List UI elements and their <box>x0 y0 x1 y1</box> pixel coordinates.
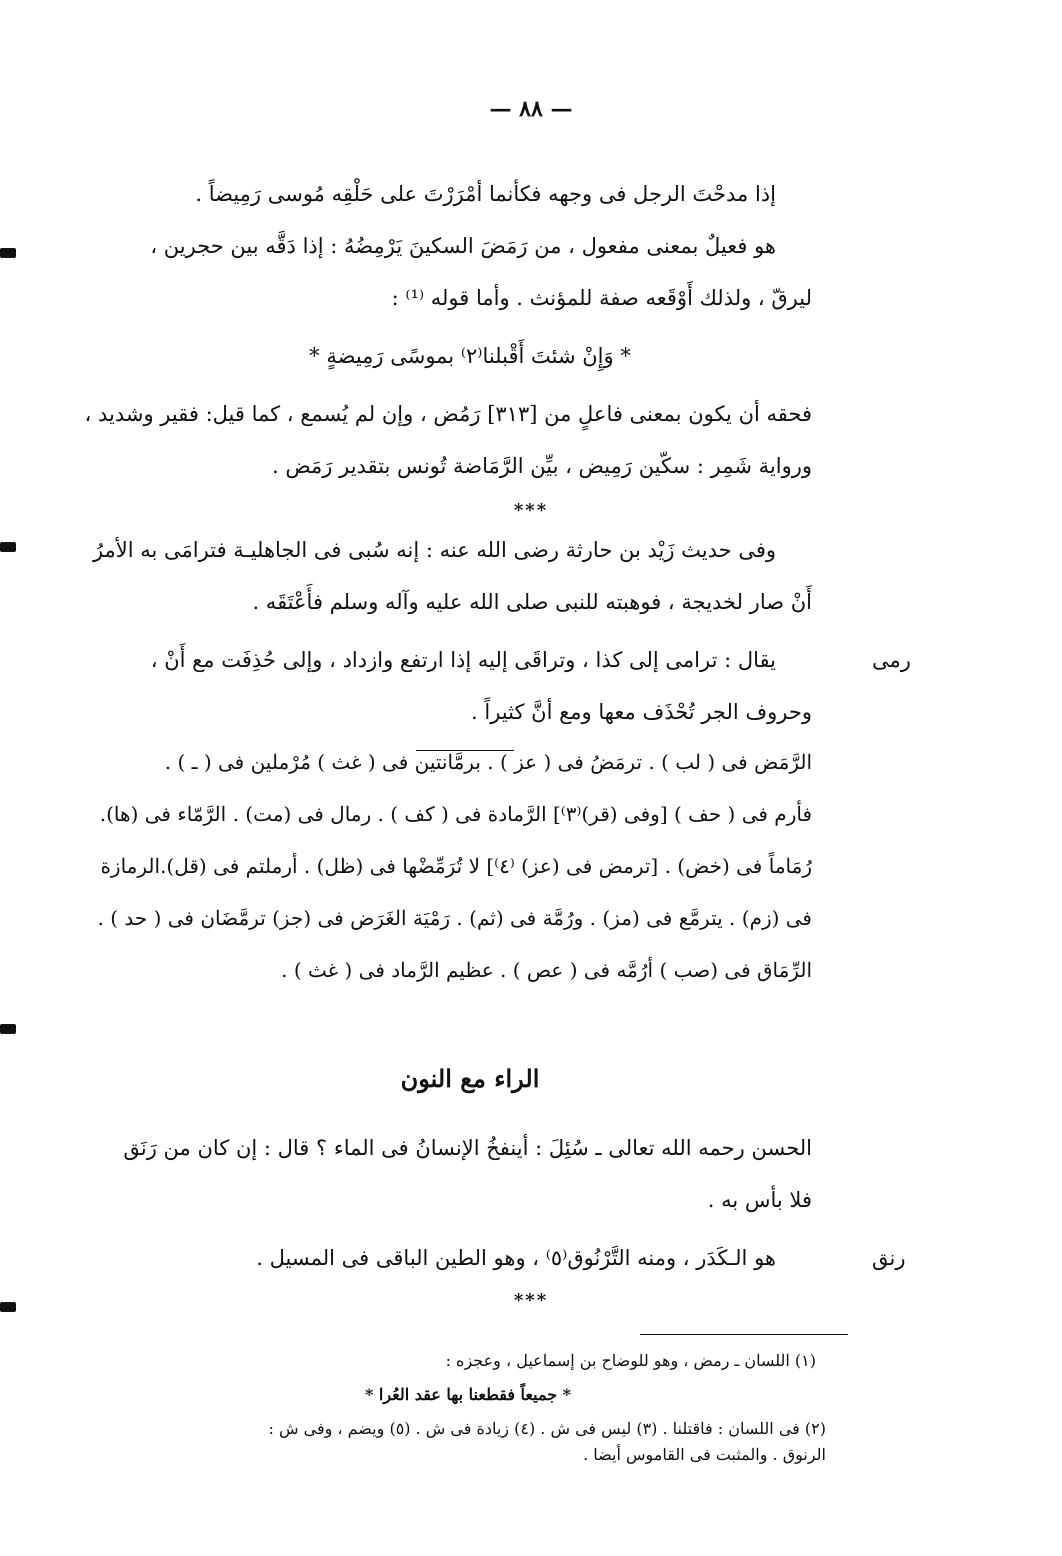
paragraph-tarama <box>128 634 812 738</box>
footnote-line: (١) اللسان ـ رمض ، وهو للوضاح بن إسماعيل ، وعجزه : <box>445 1351 816 1370</box>
text-line: وحروف الجر تُحْذَف معها ومع أنَّ كثيراً . <box>471 700 812 724</box>
text-line: رُمَاماً فى (خض) . [ترمض فى (عز) ⁽٤⁾] لا تُرَمِّضْها فى (ظل) . أرملتم فى (قل).الرمازة <box>100 854 812 878</box>
text-line: يقال : ترامى إلى كذا ، وتراقَى إليه إذا ارتفع وازداد ، وإلى حُذِفَت مع أَنْ ، <box>150 648 776 672</box>
text-line: هو الـكَدَر ، ومنه التَّرْنُوق⁽٥⁾ ، وهو الطين الباقى فى المسيل . <box>256 1246 776 1270</box>
text-line: هو فعيلٌ بمعنى مفعول ، من رَمَضَ السكينَ يَرْمِضُهُ : إذا دَقَّه بين حجرين ، <box>150 234 776 258</box>
cross-references <box>97 736 812 996</box>
paragraph-hadith-quote <box>128 168 812 324</box>
verse-line: * وَإِنْ شئتَ أَقْبلنا⁽٢⁾ بموسًى رَمِيضةٍ * <box>309 344 631 368</box>
scan-edge-mark <box>0 248 16 258</box>
text-line: إذا مدحْتَ الرجل فى وجهه فكأنما أمْرَرْتَ على حَلْقِه مُوسى رَمِيضاً . <box>195 182 776 206</box>
page-number: — ٨٨ — <box>489 96 573 122</box>
text-line: أَنْ صار لخديجة ، فوهبته للنبى صلى الله عليه وآله وسلم فأَعْتَقَه . <box>252 590 812 614</box>
footnote-line: (٢) فى اللسان : فاقتلنا . (٣) ليس فى ش . (٤) زيادة فى ش . (٥) ويضم ، وفى ش : <box>268 1419 826 1438</box>
text-line: الرَّمَض فى ( لب ) . ترمَضُ فى ( عز ) . برمَّانتين فى ( غث ) مُرْملين فى ( ـ ) . <box>164 750 812 774</box>
paragraph-zayd-hadith <box>92 524 812 628</box>
section-separator-stars: *** <box>513 1290 549 1311</box>
text-line: الحسن رحمه الله تعالى ـ سُئِلَ : أينفخُ الإنسانُ فى الماء ؟ قال : إن كان من رَنَق <box>123 1136 812 1160</box>
text-line: فحقه أن يكون بمعنى فاعلٍ من [٣١٣] رَمُض ، وإن لم يُسمع ، كما قيل: فقير وشديد ، <box>84 402 812 426</box>
text-line: فى (زم) . يترمَّع فى (مز) . ورُمَّة فى (ثم) . رَمْيَة الغَرَض فى (جز) ترمَّضَان فى ( حد ) . <box>97 906 812 930</box>
margin-root-word: رنق <box>872 1246 906 1270</box>
scan-edge-mark <box>0 1024 16 1034</box>
text-line: فأرم فى ( حف ) [وفى (قر)⁽٣⁾] الرَّمادة فى ( كف ) . رمال فى (مت) . الرَّمّاء فى (ها). <box>99 802 812 826</box>
scan-edge-mark <box>0 542 16 552</box>
paragraph-hasan-hadith <box>123 1122 812 1226</box>
margin-root-word: رمى <box>872 648 911 672</box>
footnote-line: الرنوق . والمثبت فى القاموس أيضا . <box>583 1445 826 1464</box>
text-line: ورواية شَمِر : سكّين رَمِيض ، بيِّن الرَّمَاضة تُونس بتقدير رَمَض . <box>271 454 812 478</box>
footnote-verse: * جميعاً فقطعنا بها عقد العُرا * <box>364 1385 572 1404</box>
section-heading: الراء مع النون <box>400 1064 540 1093</box>
footnote-rule <box>640 1334 848 1335</box>
text-line: ليرقّ ، ولذلك أَوْقَعه صفة للمؤنث . وأما قوله ⁽¹⁾ : <box>391 286 812 310</box>
text-line: وفى حديث زَيْد بن حارثة رضى الله عنه : إنه سُبى فى الجاهليـة فترامَى به الأمرُ <box>92 538 776 562</box>
text-line: فلا بأس به . <box>707 1188 812 1212</box>
text-line: الرِّمَاق فى (صب ) أرُمَّه فى ( عص ) . عظيم الرَّماد فى ( غث ) . <box>281 958 812 982</box>
paragraph-explanation <box>84 388 812 492</box>
section-separator-stars: *** <box>513 500 549 521</box>
paragraph-ranaq-definition <box>128 1232 812 1284</box>
footnotes <box>110 1348 826 1468</box>
